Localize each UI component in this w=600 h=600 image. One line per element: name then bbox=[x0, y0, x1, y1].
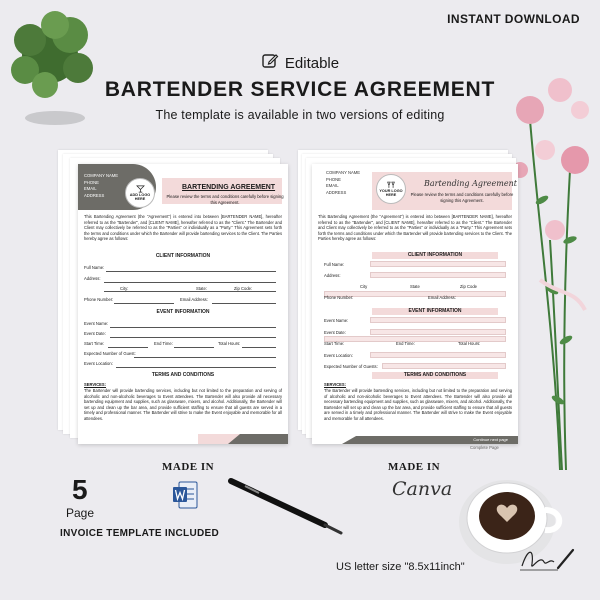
event-name-label: Event Name: bbox=[84, 321, 109, 326]
doc-desc: Please review the terms and conditions carefully before signing this Agreement. bbox=[410, 192, 514, 203]
event-name-field[interactable] bbox=[370, 317, 506, 323]
guests-line[interactable] bbox=[134, 357, 276, 358]
intro-text: This Bartending Agreement (the "Agreement") is entered into between [BARTENDER NAME], hereafter referred to as the "Bartender", and [CLIENT NAME], hereafter referred to as the "Client." The Bartender and Client may collectively be referred to as the "Parties" or individually as a "Party." This Agreement sets forth the terms and conditions under which the Bartender will provide bartending services to the Client. The Parties hereby agree as follows: bbox=[84, 214, 282, 242]
company-name: COMPANY NAME bbox=[84, 173, 119, 178]
invoice-note: INVOICE TEMPLATE INCLUDED bbox=[60, 528, 219, 539]
logo-text: HERE bbox=[134, 197, 146, 201]
company-block bbox=[326, 170, 360, 196]
client-info-heading: CLIENT INFORMATION bbox=[155, 253, 211, 259]
services-label bbox=[84, 382, 282, 388]
wine-glasses-icon bbox=[386, 181, 396, 189]
continue-text: Continue next page bbox=[473, 437, 508, 442]
company-address: ADDRESS bbox=[84, 192, 105, 198]
services-label bbox=[324, 382, 512, 388]
logo-placeholder bbox=[125, 178, 155, 208]
company-phone: PHONE bbox=[84, 179, 99, 185]
event-date-label: Event Date: bbox=[84, 331, 106, 336]
logo-text: YOUR LOGO bbox=[379, 188, 403, 193]
event-location-label: Event Location: bbox=[84, 361, 113, 366]
end-time-label: End Time: bbox=[396, 341, 415, 346]
services-text: The Bartender will provide bartending services, including but not limited to the preparation and serving of alcoholic and non-alcoholic beverages to Event attendees. The Bartender will also provide all necessary bartending equipment and supplies, such as glassware, mixers, and alcohol. Additionally, the Bartender will set up and clean up the bar area, and provide sufficient staffing to ensure that all guests are served in a timely and professional manner. The Bartender will strive to make the Event enjoyable and memorable for all attendees. bbox=[84, 388, 282, 421]
event-date-field[interactable] bbox=[370, 329, 506, 335]
zip-label: Zip Code bbox=[460, 284, 477, 289]
state-label: State bbox=[410, 284, 420, 289]
logo-placeholder bbox=[376, 174, 406, 204]
start-time-label: Start Time: bbox=[84, 341, 105, 346]
event-date-line[interactable] bbox=[110, 337, 276, 338]
company-email: EMAIL bbox=[84, 186, 97, 191]
email-label: Email Address: bbox=[180, 297, 208, 302]
zip-label: Zip Code: bbox=[234, 286, 253, 291]
signature-icon bbox=[518, 544, 578, 574]
email-line[interactable] bbox=[212, 303, 276, 304]
plant-icon bbox=[0, 0, 110, 130]
event-info-heading: EVENT INFORMATION bbox=[372, 308, 498, 315]
letter-size-label: US letter size "8.5x11inch" bbox=[336, 561, 465, 573]
end-time-line[interactable] bbox=[174, 347, 214, 348]
address-label: Address: bbox=[324, 273, 341, 278]
full-name-label: Full Name: bbox=[324, 262, 345, 267]
doc-title: Bartending Agreement bbox=[424, 179, 517, 188]
page-count: 5 bbox=[72, 474, 88, 505]
terms-heading: TERMS AND CONDITIONS bbox=[151, 372, 215, 378]
full-name-line[interactable] bbox=[106, 271, 276, 272]
instant-download-label: INSTANT DOWNLOAD bbox=[447, 12, 580, 26]
guests-label: Expected Number of Guests: bbox=[324, 364, 378, 369]
made-in-canva-label: MADE IN bbox=[388, 461, 441, 473]
page-count-label: Page bbox=[66, 506, 95, 520]
services-text: The Bartender will provide bartending services, including but not limited to the preparation and serving of alcoholic and non-alcoholic beverages to Event attendees. The Bartender will also provide all necessary bartending equipment and supplies, such as glassware, mixers, and alcohol. Additionally, the Bartender will set up and clean up the bar area, and provide sufficient staffing to ensure that all guests are served in a timely and professional manner. The Bartender will strive to make the Event enjoyable and memorable for all attendees. bbox=[324, 388, 512, 421]
complete-page-text: Complete Page bbox=[470, 445, 499, 450]
logo-text: HERE bbox=[385, 193, 397, 197]
intro-text: This Bartending Agreement (the "Agreement") is entered into between [BARTENDER NAME], hereafter referred to as the "Bartender", and [CLIENT NAME], hereafter referred to as the "Client." The Bartender and Client may collectively be referred to as the "Parties" or individually as a "Party." This Agreement sets forth the terms and conditions under which the Bartender will provide bartending services to the Client. The Parties hereby agree as follows: bbox=[318, 214, 512, 242]
start-time-label: Start Time: bbox=[324, 341, 345, 346]
event-name-label: Event Name: bbox=[324, 318, 349, 323]
event-location-line[interactable] bbox=[116, 367, 276, 368]
phone-label: Phone Number: bbox=[324, 295, 354, 300]
services-title: SERVICES: bbox=[84, 382, 106, 387]
total-hours-label: Total Hours: bbox=[218, 341, 241, 346]
event-info-heading: EVENT INFORMATION bbox=[156, 309, 210, 315]
event-date-label: Event Date: bbox=[324, 330, 346, 335]
made-in-word-label: MADE IN bbox=[162, 461, 215, 473]
city-label: City bbox=[360, 284, 368, 289]
canva-label: Canva bbox=[392, 478, 453, 500]
event-location-label: Event Location: bbox=[324, 353, 353, 358]
document-left bbox=[78, 164, 288, 444]
address-label: Address: bbox=[84, 276, 101, 281]
address-line[interactable] bbox=[104, 282, 276, 283]
guests-label: Expected Number of Guest: bbox=[84, 351, 136, 356]
total-hours-line[interactable] bbox=[242, 347, 276, 348]
editable-label: Editable bbox=[284, 55, 340, 72]
page-subtitle: The template is available in two versions of editing bbox=[155, 108, 445, 122]
company-address: ADDRESS bbox=[326, 189, 347, 195]
full-name-label: Full Name: bbox=[84, 265, 105, 270]
city-label: City: bbox=[120, 286, 129, 291]
logo-text: ADD LOGO bbox=[129, 192, 151, 197]
word-icon bbox=[172, 480, 198, 510]
doc-desc: Please review the terms and conditions carefully before signing this Agreement. bbox=[166, 194, 284, 205]
company-email: EMAIL bbox=[326, 183, 339, 188]
company-name: COMPANY NAME bbox=[326, 170, 361, 175]
event-name-line[interactable] bbox=[110, 327, 276, 328]
services-title: SERVICES: bbox=[324, 382, 346, 387]
end-time-label: End Time: bbox=[154, 341, 173, 346]
cocktail-icon bbox=[136, 185, 145, 193]
company-block bbox=[84, 173, 118, 199]
guests-field[interactable] bbox=[382, 363, 506, 369]
email-label: Email Address: bbox=[428, 295, 456, 300]
company-phone: PHONE bbox=[326, 176, 341, 182]
page-title: BARTENDER SERVICE AGREEMENT bbox=[104, 78, 496, 101]
full-name-field[interactable] bbox=[370, 261, 506, 267]
terms-heading: TERMS AND CONDITIONS bbox=[372, 372, 498, 379]
client-info-heading: CLIENT INFORMATION bbox=[372, 252, 498, 259]
total-hours-label: Total Hours: bbox=[458, 341, 481, 346]
phone-label: Phone Number: bbox=[84, 297, 114, 302]
doc-title: BARTENDING AGREEMENT bbox=[182, 184, 276, 191]
event-location-field[interactable] bbox=[370, 352, 506, 358]
state-label: State: bbox=[196, 286, 207, 291]
phone-line[interactable] bbox=[114, 303, 174, 304]
pen-icon bbox=[225, 477, 347, 537]
address-field[interactable] bbox=[370, 272, 506, 278]
edit-icon bbox=[261, 52, 279, 75]
document-right bbox=[312, 164, 518, 444]
start-time-line[interactable] bbox=[108, 347, 148, 348]
